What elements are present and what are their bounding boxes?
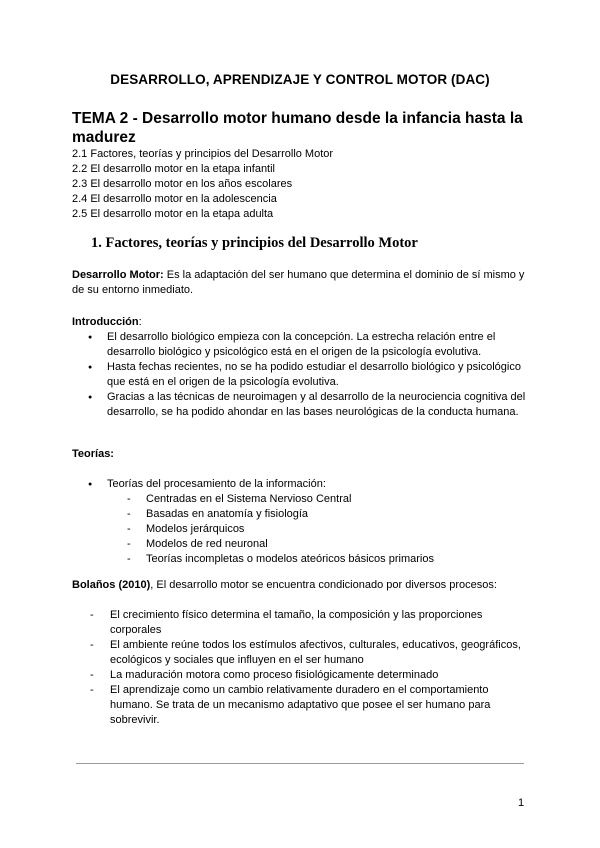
list-item: ● Teorías del procesamiento de la información: (72, 477, 532, 492)
theories-list (72, 477, 532, 492)
list-item: - Basadas en anatomía y fisiología (72, 507, 532, 522)
bolanos-text: , El desarrollo motor se encuentra condicionado por diversos procesos: (150, 579, 497, 591)
toc-item: 2.5 El desarrollo motor en la etapa adulta (72, 208, 274, 220)
table-of-contents (72, 147, 333, 222)
topic-title: TEMA 2 - Desarrollo motor humano desde la infancia hasta la madurez (72, 110, 523, 146)
toc-item: 2.4 El desarrollo motor en la adolescencia (72, 193, 277, 205)
definition-paragraph (72, 268, 532, 298)
document-title: DESARROLLO, APRENDIZAJE Y CONTROL MOTOR (DAC) (110, 72, 490, 87)
toc-item: 2.1 Factores, teorías y principios del Desarrollo Motor (72, 148, 334, 160)
page-number: 1 (518, 797, 525, 809)
theories-heading: Teorías: (72, 448, 114, 460)
definition-text: Es la adaptación del ser humano que determina el dominio de sí mismo y de su entorno inmediato. (72, 269, 525, 296)
list-item: ● El desarrollo biológico empieza con la concepción. La estrecha relación entre el desarrollo biológico y psicológico está en el origen de la psicología evolutiva. (72, 330, 532, 360)
footer-divider (76, 763, 524, 764)
list-item: - La maduración motora como proceso fisiológicamente determinado (72, 668, 532, 683)
intro-heading-colon: : (138, 316, 142, 328)
bolanos-list (72, 608, 532, 728)
intro-heading: Introducción (72, 316, 139, 328)
toc-item: 2.3 El desarrollo motor en los años escolares (72, 178, 293, 190)
intro-section (72, 315, 532, 420)
toc-item: 2.2 El desarrollo motor en la etapa infantil (72, 163, 276, 175)
list-item: - El crecimiento físico determina el tamaño, la composición y las proporciones corporales (72, 608, 532, 638)
bolanos-section (72, 578, 532, 728)
section-heading: 1. Factores, teorías y principios del Desarrollo Motor (91, 235, 418, 251)
definition-term: Desarrollo Motor: (72, 269, 164, 281)
list-item: - Modelos de red neuronal (72, 537, 532, 552)
list-item: ● Hasta fechas recientes, no se ha podido estudiar el desarrollo biológico y psicológico que está en el origen de la psicología evolutiva. (72, 360, 532, 390)
list-item: - Centradas en el Sistema Nervioso Central (72, 492, 532, 507)
list-item: - Modelos jerárquicos (72, 522, 532, 537)
intro-list (72, 330, 532, 420)
theories-section (72, 447, 532, 567)
list-item: - El ambiente reúne todos los estímulos afectivos, culturales, educativos, geográficos, ecológicos y sociales que influyen en el ser humano (72, 638, 532, 668)
list-item: - El aprendizaje como un cambio relativamente duradero en el comportamiento humano. Se trata de un mecanismo adaptativo que posee el ser humano para sobrevivir. (72, 683, 532, 728)
bolanos-author: Bolaños (2010) (72, 579, 151, 591)
list-item: ● Gracias a las técnicas de neuroimagen y al desarrollo de la neurociencia cognitiva del desarrollo, se ha podido ahondar en las bases neurológicas de la conducta humana. (72, 390, 532, 420)
theories-sublist (72, 492, 532, 567)
list-item: - Teorías incompletas o modelos ateóricos básicos primarios (72, 552, 532, 567)
